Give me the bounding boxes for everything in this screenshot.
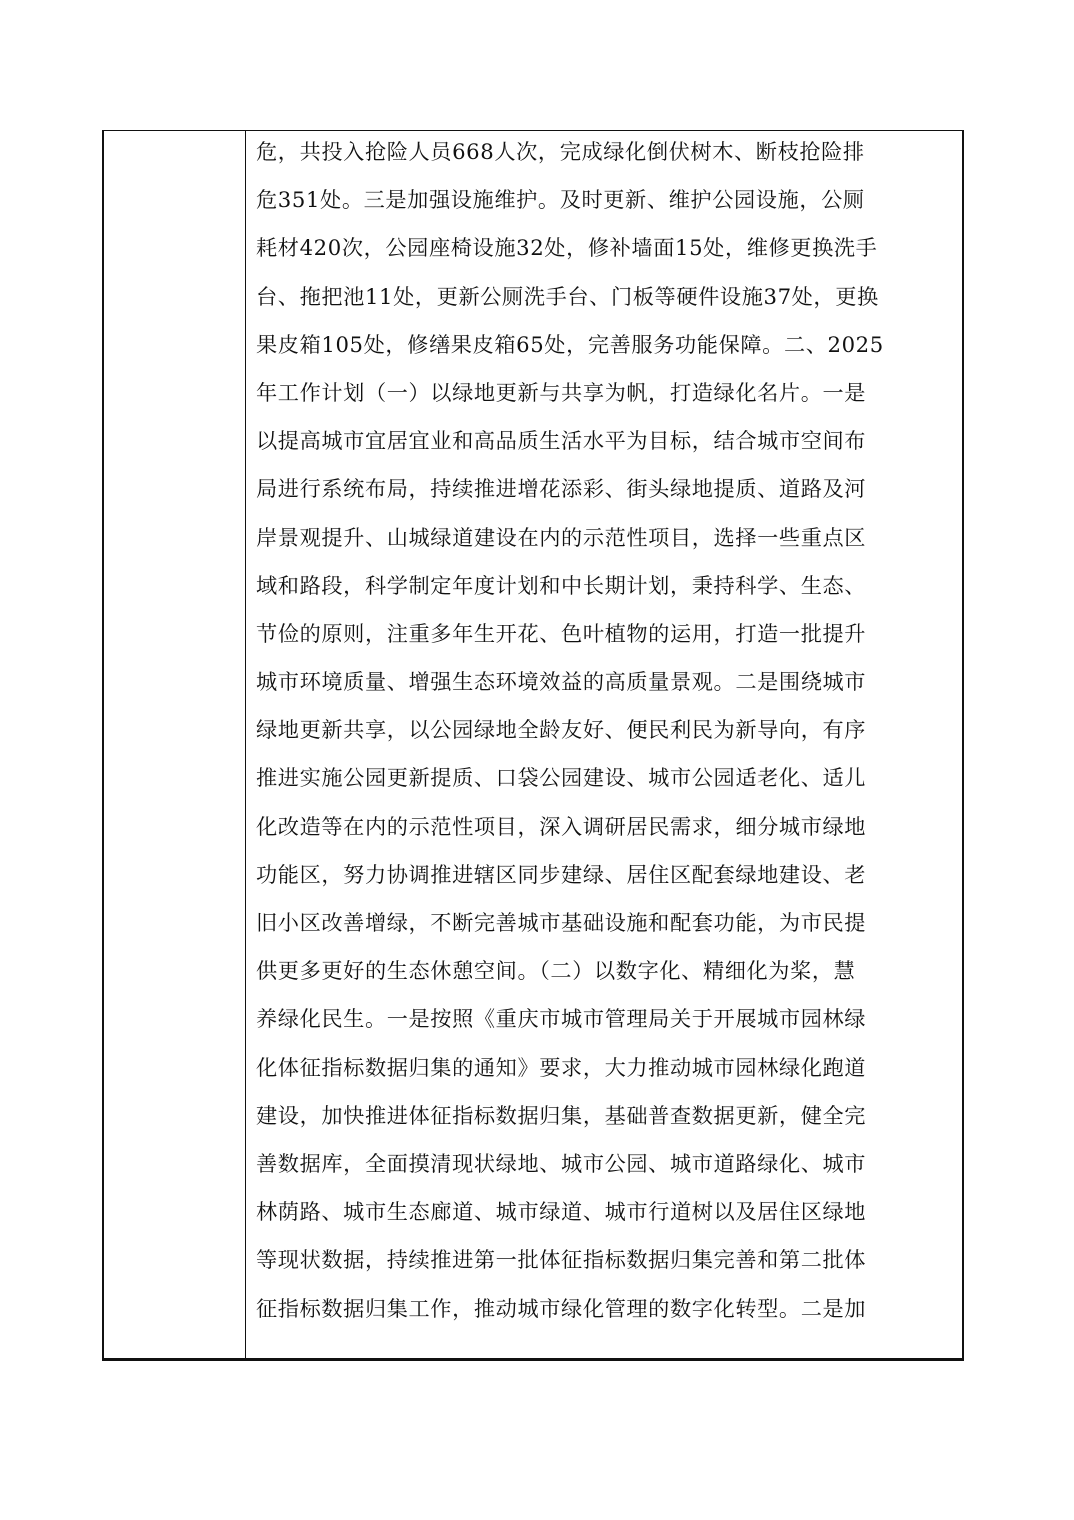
text-line: 养绿化民生。一是按照《重庆市城市管理局关于开展城市园林绿	[256, 1006, 867, 1032]
text-line: 林荫路、城市生态廊道、城市绿道、城市行道树以及居住区绿地	[256, 1199, 867, 1225]
text-line: 等现状数据，持续推进第一批体征指标数据归集完善和第二批体	[256, 1247, 867, 1273]
text-line: 耗材420次，公园座椅设施32处，修补墙面15处，维修更换洗手	[256, 235, 878, 261]
content-table	[102, 130, 964, 1361]
text-line: 台、拖把池11处，更新公厕洗手台、门板等硬件设施37处，更换	[256, 283, 879, 309]
text-line: 善数据库，全面摸清现状绿地、城市公园、城市道路绿化、城市	[256, 1150, 867, 1176]
text-line: 域和路段，科学制定年度计划和中长期计划，秉持科学、生态、	[256, 572, 867, 598]
text-line: 建设，加快推进体征指标数据归集，基础普查数据更新，健全完	[256, 1102, 867, 1128]
text-line: 旧小区改善增绿，不断完善城市基础设施和配套功能，为市民提	[256, 910, 867, 935]
text-line: 岸景观提升、山城绿道建设在内的示范性项目，选择一些重点区	[256, 524, 867, 550]
text-line: 危，共投入抢险人员668人次，完成绿化倒伏树木、断枝抢险排	[256, 139, 865, 164]
text-line: 城市环境质量、增强生态环境效益的高质量景观。二是围绕城市	[256, 669, 867, 695]
text-line: 征指标数据归集工作，推动城市绿化管理的数字化转型。二是加	[256, 1295, 867, 1321]
text-line: 化体征指标数据归集的通知》要求，大力推动城市园林绿化跑道	[256, 1054, 867, 1080]
table-left-cell	[104, 131, 245, 1358]
text-line: 推进实施公园更新提质、口袋公园建设、城市公园适老化、适儿	[256, 765, 867, 791]
text-line: 以提高城市宜居宜业和高品质生活水平为目标，结合城市空间布	[256, 428, 867, 454]
text-line: 果皮箱105处，修缮果皮箱65处，完善服务功能保障。二、2025	[256, 331, 884, 357]
text-line: 化改造等在内的示范性项目，深入调研居民需求，细分城市绿地	[256, 813, 867, 839]
text-line: 节俭的原则，注重多年生开花、色叶植物的运用，打造一批提升	[256, 620, 867, 646]
text-line: 危351处。三是加强设施维护。及时更新、维护公园设施，公厕	[256, 187, 865, 213]
text-line: 供更多更好的生态休憩空间。（二）以数字化、精细化为桨，慧	[256, 958, 856, 984]
text-line: 年工作计划（一）以绿地更新与共享为帆，打造绿化名片。一是	[256, 379, 867, 405]
text-line: 局进行系统布局，持续推进增花添彩、街头绿地提质、道路及河	[256, 476, 867, 502]
text-line: 绿地更新共享，以公园绿地全龄友好、便民利民为新导向，有序	[256, 717, 867, 743]
text-line: 功能区，努力协调推进辖区同步建绿、居住区配套绿地建设、老	[256, 861, 867, 887]
column-divider	[245, 131, 246, 1358]
table-text-cell	[256, 131, 956, 1333]
